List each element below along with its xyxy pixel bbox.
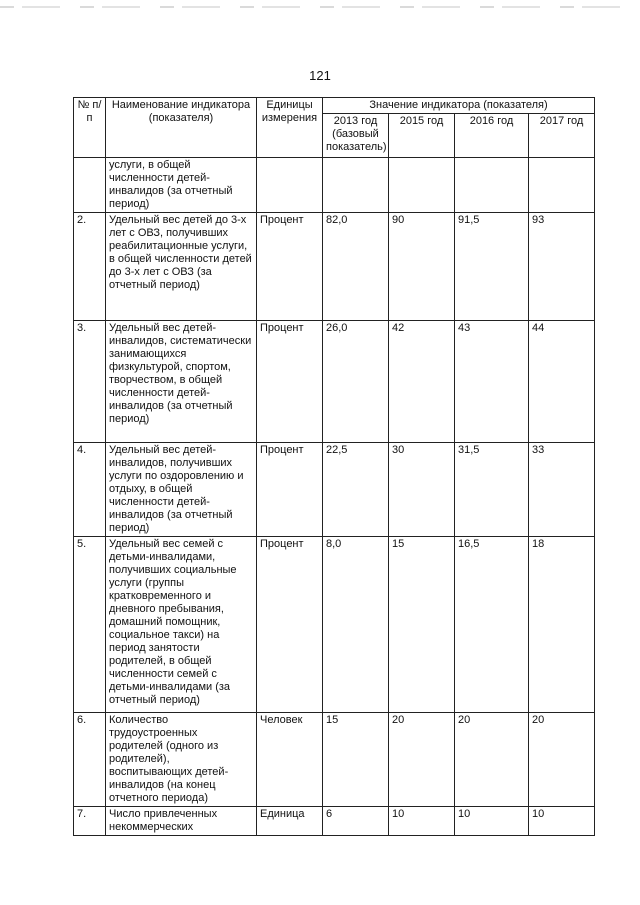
page-number: 121 [309,68,331,83]
row-unit [257,158,323,213]
row-name: услуги, в общей численности детей-инвалидов (за отчетный период) [106,158,257,213]
row-value-2016: 31,5 [455,443,529,537]
row-value-2016: 10 [455,807,529,836]
scan-artifact-line [0,6,640,8]
row-value-2016: 16,5 [455,537,529,713]
row-unit: Процент [257,213,323,321]
row-name: Удельный вес детей-инвалидов, систематически занимающихся физкультурой, спортом, творчеством, в общей численности детей-инвалидов (за отчетный период) [106,321,257,443]
row-num: 7. [74,807,106,836]
row-value-2016: 20 [455,713,529,807]
header-2013: 2013 год (базовый показатель) [323,114,389,158]
row-value-2013: 15 [323,713,389,807]
row-name: Удельный вес семей с детьми-инвалидами, получивших социальные услуги (группы кратковременного и дневного пребывания, домашний помощник, социальное такси) на период занятости родителей, в общей численности семей с детьми-инвалидами (за отчетный период) [106,537,257,713]
row-value-2017: 93 [529,213,595,321]
row-value-2015 [389,158,455,213]
row-value-2016: 43 [455,321,529,443]
row-value-2013: 22,5 [323,443,389,537]
row-value-2015: 20 [389,713,455,807]
row-value-2017: 18 [529,537,595,713]
header-unit: Единицы измерения [257,98,323,158]
row-name: Число привлеченных некоммерческих [106,807,257,836]
row-num: 3. [74,321,106,443]
header-2015: 2015 год [389,114,455,158]
row-unit: Процент [257,321,323,443]
row-value-2017: 10 [529,807,595,836]
row-num [74,158,106,213]
header-num: № п/п [74,98,106,158]
indicator-table [73,97,595,836]
row-name: Количество трудоустроенных родителей (одного из родителей), воспитывающих детей-инвалидов (на конец отчетного периода) [106,713,257,807]
row-value-2017: 44 [529,321,595,443]
header-2017: 2017 год [529,114,595,158]
row-value-2015: 42 [389,321,455,443]
row-value-2015: 15 [389,537,455,713]
row-value-2015: 90 [389,213,455,321]
row-unit: Человек [257,713,323,807]
header-name: Наименование индикатора (показателя) [106,98,257,158]
row-unit: Процент [257,443,323,537]
row-value-2013 [323,158,389,213]
row-value-2015: 10 [389,807,455,836]
row-num: 6. [74,713,106,807]
row-value-2015: 30 [389,443,455,537]
table-row [74,537,595,713]
row-name: Удельный вес детей до 3-х лет с ОВЗ, получивших реабилитационные услуги, в общей численности детей до 3-х лет с ОВЗ (за отчетный период) [106,213,257,321]
header-2016: 2016 год [455,114,529,158]
row-value-2013: 8,0 [323,537,389,713]
row-value-2016 [455,158,529,213]
table-row [74,713,595,807]
row-unit: Единица [257,807,323,836]
row-num: 2. [74,213,106,321]
row-value-2017: 20 [529,713,595,807]
row-name: Удельный вес детей-инвалидов, получивших услуги по оздоровлению и отдыху, в общей численности детей-инвалидов (за отчетный период) [106,443,257,537]
row-num: 5. [74,537,106,713]
table-row [74,213,595,321]
table-row [74,321,595,443]
row-unit: Процент [257,537,323,713]
table-row [74,158,595,213]
table-row [74,807,595,836]
row-value-2017: 33 [529,443,595,537]
header-value-group: Значение индикатора (показателя) [323,98,595,114]
table-row [74,443,595,537]
row-value-2013: 26,0 [323,321,389,443]
row-num: 4. [74,443,106,537]
row-value-2016: 91,5 [455,213,529,321]
row-value-2017 [529,158,595,213]
row-value-2013: 6 [323,807,389,836]
row-value-2013: 82,0 [323,213,389,321]
